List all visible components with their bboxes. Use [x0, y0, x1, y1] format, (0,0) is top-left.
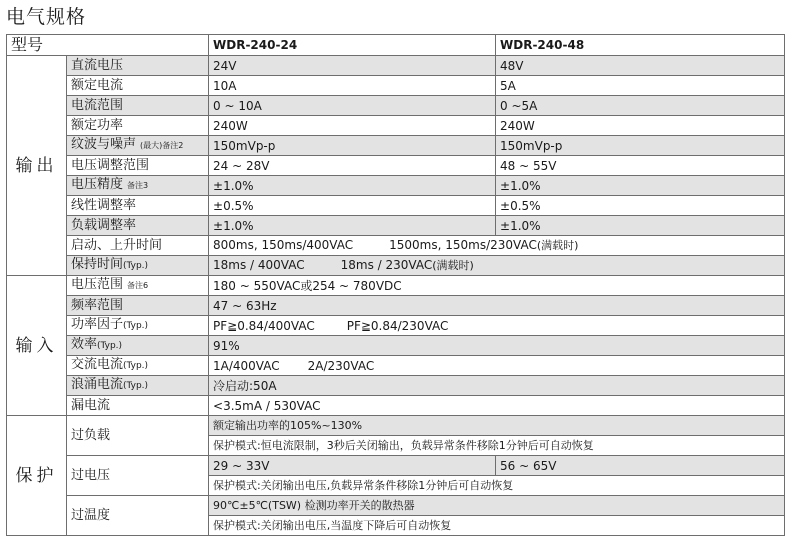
cell-value: 保护模式:关闭输出电压,负载异常条件移除1分钟后可自动恢复: [209, 476, 785, 496]
hold-value-2: 18ms / 230VAC: [340, 258, 433, 272]
page-title: 电气规格: [6, 6, 87, 28]
table-row: [7, 376, 785, 396]
table-row: [7, 276, 785, 296]
table-row: [7, 136, 785, 156]
row-label: 漏电流: [67, 396, 209, 416]
table-row: [7, 216, 785, 236]
table-row: [7, 256, 785, 276]
row-label: [67, 256, 209, 276]
cell-value: ±1.0%: [209, 176, 496, 196]
cell-value: ±0.5%: [209, 196, 496, 216]
row-label: [67, 276, 209, 296]
pf-value-1: PF≧0.84/400VAC: [213, 318, 315, 333]
table-row: [7, 196, 785, 216]
spec-table: [6, 34, 785, 536]
cell-value: [209, 356, 785, 376]
model-b: WDR-240-48: [496, 35, 785, 56]
cell-value: ±1.0%: [496, 176, 785, 196]
cell-value: 冷启动:50A: [209, 376, 785, 396]
model-label: 型号: [7, 35, 209, 56]
cell-value: 29 ~ 33V: [209, 456, 496, 476]
table-row: [7, 96, 785, 116]
table-row: [7, 396, 785, 416]
row-label: 过电压: [67, 456, 209, 496]
row-label: [67, 356, 209, 376]
cell-value: 5A: [496, 76, 785, 96]
cell-value: 0 ~ 10A: [209, 96, 496, 116]
cell-value: 48V: [496, 56, 785, 76]
table-row: [7, 316, 785, 336]
row-label: [67, 336, 209, 356]
table-row: [7, 496, 785, 516]
row-label: 额定电流: [67, 76, 209, 96]
row-label: 线性调整率: [67, 196, 209, 216]
row-label: 过负载: [67, 416, 209, 456]
row-label: 电压调整范围: [67, 156, 209, 176]
label-text: 交流电流: [71, 357, 124, 372]
cell-value: 150mVp-p: [209, 136, 496, 156]
row-label: 电流范围: [67, 96, 209, 116]
label-text: 纹波与噪声: [71, 137, 137, 152]
cell-value: 180 ~ 550VAC或254 ~ 780VDC: [209, 276, 785, 296]
pf-value-2: PF≧0.84/230VAC: [346, 318, 449, 333]
label-text: 电压范围: [71, 277, 124, 292]
table-header-row: [7, 35, 785, 56]
label-text: 电压精度: [71, 177, 124, 192]
row-label: 负载调整率: [67, 216, 209, 236]
table-row: [7, 156, 785, 176]
group-output: 输出: [7, 56, 67, 276]
typ-text: (Typ.): [97, 341, 123, 351]
cell-value: 48 ~ 55V: [496, 156, 785, 176]
row-label: [67, 176, 209, 196]
table-row: [7, 336, 785, 356]
row-label: [67, 316, 209, 336]
cell-value: 56 ~ 65V: [496, 456, 785, 476]
hold-value-1: 18ms / 400VAC: [213, 258, 305, 272]
row-label: 直流电压: [67, 56, 209, 76]
row-label: 过温度: [67, 496, 209, 536]
cell-value: 24V: [209, 56, 496, 76]
label-text: 功率因子: [71, 317, 124, 332]
cell-value: 保护模式:恒电流限制，3秒后关闭输出，负载异常条件移除1分钟后可自动恢复: [209, 436, 785, 456]
cell-value: ±0.5%: [496, 196, 785, 216]
rise-value-1: 800ms, 150ms/400VAC: [213, 238, 354, 252]
rise-value-3: (满载时): [536, 239, 579, 252]
cell-value: 24 ~ 28V: [209, 156, 496, 176]
group-input: 输入: [7, 276, 67, 416]
ac-value-2: 2A/230VAC: [307, 358, 375, 373]
hold-value-3: (满载时): [432, 259, 474, 272]
note-text: 备注6: [127, 281, 149, 290]
cell-value: 额定输出功率的105%~130%: [209, 416, 785, 436]
typ-text: (Typ.): [123, 321, 149, 331]
label-text: 效率: [71, 337, 98, 352]
row-label: 频率范围: [67, 296, 209, 316]
row-label: [67, 376, 209, 396]
table-row: [7, 176, 785, 196]
typ-text: (Typ.): [123, 261, 149, 271]
cell-value: 47 ~ 63Hz: [209, 296, 785, 316]
cell-value: 240W: [496, 116, 785, 136]
cell-value: 保护模式:关闭输出电压,当温度下降后可自动恢复: [209, 516, 785, 536]
table-row: [7, 236, 785, 256]
typ-text: (Typ.): [123, 381, 149, 391]
label-text: 浪涌电流: [71, 377, 124, 392]
typ-text: (Typ.): [123, 361, 149, 371]
table-row: [7, 116, 785, 136]
cell-value: [209, 236, 785, 256]
cell-value: 0 ~5A: [496, 96, 785, 116]
note-text: 备注3: [127, 181, 149, 190]
cell-value: ±1.0%: [209, 216, 496, 236]
model-a: WDR-240-24: [209, 35, 496, 56]
rise-value-2: 1500ms, 150ms/230VAC: [389, 238, 537, 252]
table-row: [7, 456, 785, 476]
label-text: 保持时间: [71, 257, 124, 272]
cell-value: ±1.0%: [496, 216, 785, 236]
note-text: (最大)备注2: [140, 141, 184, 150]
cell-value: [209, 256, 785, 276]
cell-value: <3.5mA / 530VAC: [209, 396, 785, 416]
table-row: [7, 416, 785, 436]
ac-value-1: 1A/400VAC: [213, 358, 280, 373]
table-row: [7, 76, 785, 96]
cell-value: 150mVp-p: [496, 136, 785, 156]
group-protection: 保护: [7, 416, 67, 536]
cell-value: 10A: [209, 76, 496, 96]
table-row: [7, 56, 785, 76]
row-label: 额定功率: [67, 116, 209, 136]
cell-value: 91%: [209, 336, 785, 356]
row-label: 启动、上升时间: [67, 236, 209, 256]
row-label: [67, 136, 209, 156]
cell-value: 90℃±5℃(TSW) 检测功率开关的散热器: [209, 496, 785, 516]
table-row: [7, 296, 785, 316]
cell-value: [209, 316, 785, 336]
table-row: [7, 356, 785, 376]
cell-value: 240W: [209, 116, 496, 136]
